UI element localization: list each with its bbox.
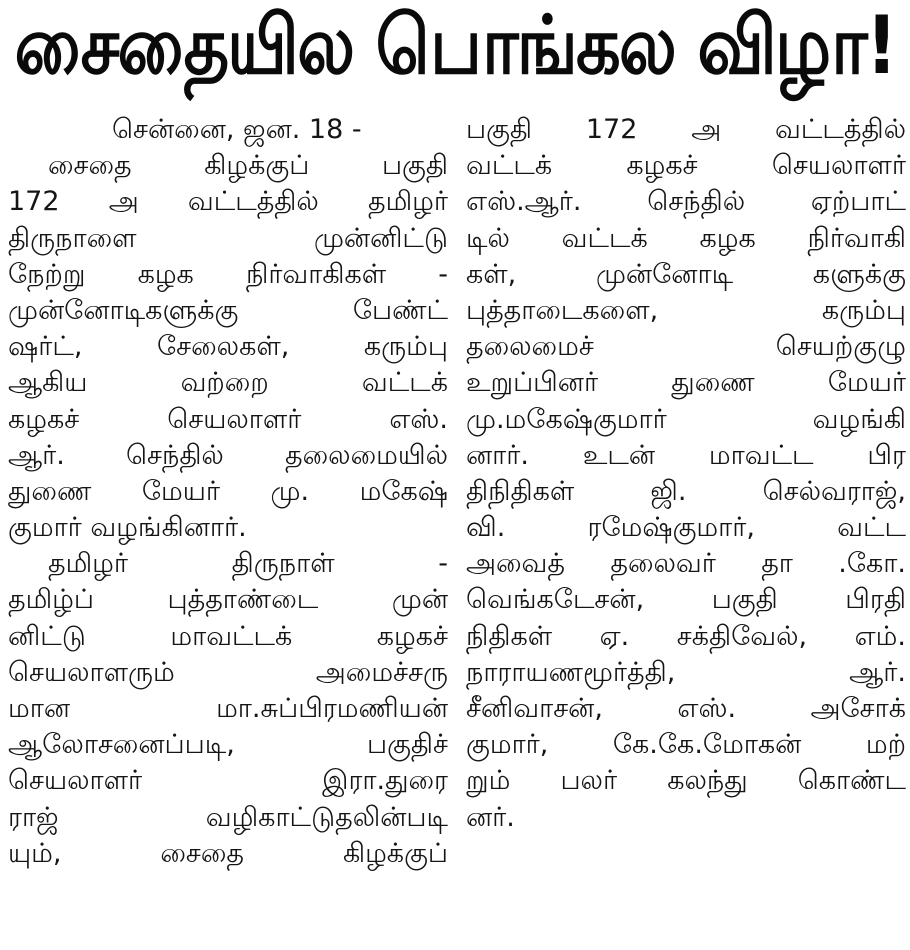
article-line: வெங்கடேசன், பகுதி பிரதி — [466, 584, 906, 616]
article-line: டில் வட்டக் கழக நிர்வாகி — [466, 222, 906, 254]
article-line: சைதை கிழக்குப் பகுதி — [48, 150, 448, 182]
article-line: ஆலோசனைப்படி, பகுதிச் — [8, 729, 448, 761]
article-line: தமிழ்ப் புத்தாண்டை முன் — [8, 584, 448, 616]
article-line: எஸ்.ஆர். செந்தில் ஏற்பாட் — [466, 186, 906, 218]
article-line: தலைமைச் செயற்குழு — [466, 331, 906, 363]
article-line: னர். — [466, 801, 515, 833]
article-line: நாராயணமூர்த்தி, ஆர். — [466, 656, 906, 688]
article-line: மான மா.சுப்பிரமணியன் — [8, 693, 448, 724]
article-column-left — [8, 112, 448, 872]
article-line: செயலாளரும் அமைச்சரு — [8, 656, 448, 688]
article-line: வி. ரமேஷ்குமார், வட்ட — [466, 512, 906, 544]
article-line: தமிழர் திருநாள் - — [48, 548, 448, 580]
article-line: 172 அ வட்டத்தில் தமிழர் — [8, 186, 448, 218]
article-column-right — [466, 112, 906, 836]
article-line: மு.மகேஷ்குமார் வழங்கி — [466, 403, 906, 435]
article-line: சீனிவாசன், எஸ். அசோக் — [466, 693, 906, 724]
article-line: பகுதி 172 அ வட்டத்தில் — [466, 114, 906, 145]
article-line: வட்டக் கழகச் செயலாளர் — [466, 150, 906, 182]
article-line: துணை மேயர் மு. மகேஷ் — [8, 475, 448, 507]
article-line: புத்தாடைகளை, கரும்பு — [466, 294, 906, 326]
article-line: திருநாளை முன்னிட்டு — [8, 222, 448, 254]
article-line: நிதிகள் ஏ. சக்திவேல், எம். — [466, 620, 906, 652]
article-line: னார். உடன் மாவட்ட பிர — [466, 439, 906, 471]
article-line: ஆகிய வற்றை வட்டக் — [8, 367, 448, 399]
article-line: நேற்று கழக நிர்வாகிகள் - — [8, 258, 448, 290]
dateline: சென்னை, ஜன. 18 - — [112, 114, 362, 145]
article-line: ஷர்ட், சேலைகள், கரும்பு — [8, 331, 448, 363]
article-line: கழகச் செயலாளர் எஸ். — [8, 403, 448, 435]
article-line: யும், சைதை கிழக்குப் — [8, 837, 448, 869]
article-line: னிட்டு மாவட்டக் கழகச் — [8, 620, 448, 652]
article-line: முன்னோடிகளுக்கு பேண்ட் — [8, 294, 448, 326]
article-line: கள், முன்னோடி களுக்கு — [466, 258, 906, 290]
article-line: அவைத் தலைவர் தா .கோ. — [466, 548, 906, 580]
article-line: ஆர். செந்தில் தலைமையில் — [8, 439, 448, 471]
article-line: திநிதிகள் ஜி. செல்வராஜ், — [466, 475, 906, 507]
article-line: ராஜ் வழிகாட்டுதலின்படி — [8, 801, 448, 833]
headline: சைதையில பொங்கல விழா! — [14, 0, 896, 92]
article-line: குமார் வழங்கினார். — [8, 512, 247, 544]
article-line: செயலாளர் இரா.துரை — [8, 765, 448, 797]
article-line: றும் பலர் கலந்து கொண்ட — [466, 765, 906, 797]
article-line: உறுப்பினர் துணை மேயர் — [466, 367, 906, 399]
article-line: குமார், கே.கே.மோகன் மற் — [466, 729, 906, 761]
